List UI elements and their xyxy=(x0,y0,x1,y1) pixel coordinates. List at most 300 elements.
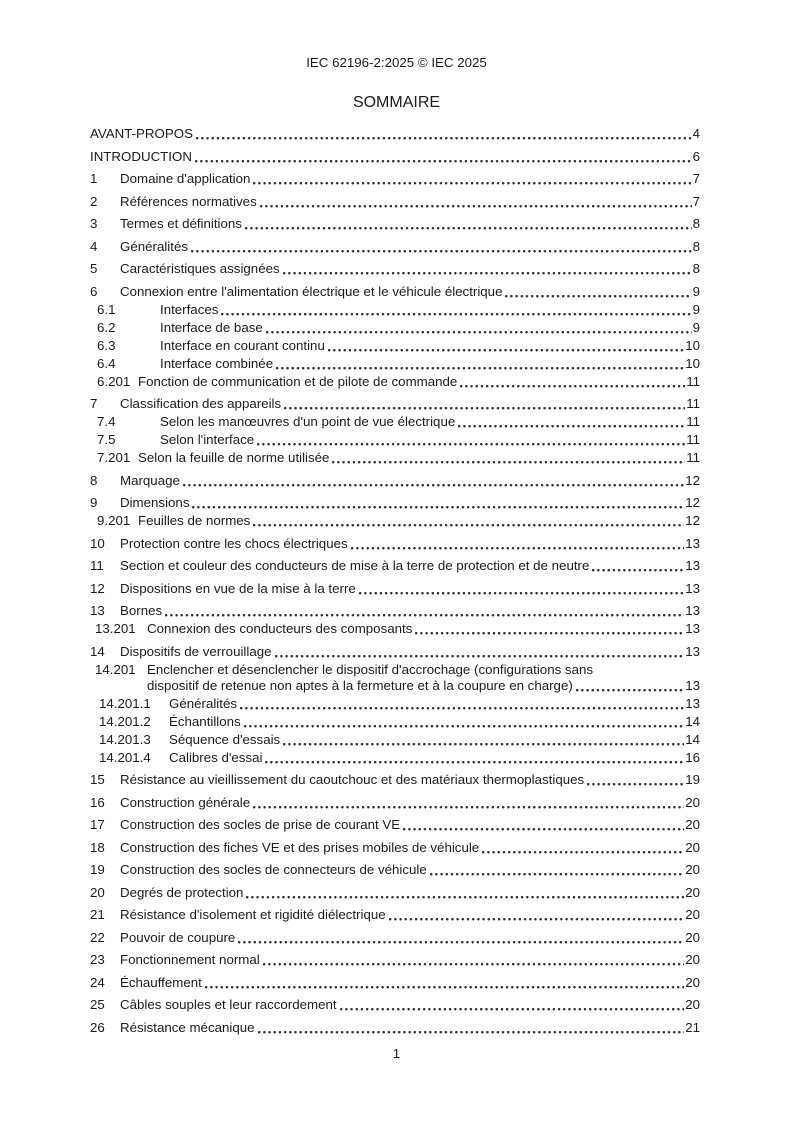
toc-entry-body xyxy=(90,126,700,142)
toc-entry-body xyxy=(120,261,700,277)
toc-entry-number: 6.201 xyxy=(97,373,131,389)
toc-entry[interactable] xyxy=(90,952,700,968)
toc-entry-line xyxy=(120,239,700,255)
toc-entry-page: 12 xyxy=(685,472,700,488)
toc-entry-page: 4 xyxy=(692,126,700,141)
toc-entry-body xyxy=(120,239,700,255)
toc-entry-line xyxy=(169,732,700,748)
toc-entry-line xyxy=(120,952,700,968)
toc-entry-title: Degrés de protection xyxy=(120,884,244,900)
toc-entry[interactable] xyxy=(90,714,700,730)
dot-leader xyxy=(196,135,692,140)
toc-entry-page: 20 xyxy=(685,884,700,900)
toc-entry-number: 9 xyxy=(90,495,98,510)
toc-entry-number: 25 xyxy=(90,997,105,1012)
toc-entry-number: 13.201 xyxy=(95,621,136,636)
toc-entry-number: 18 xyxy=(90,839,105,855)
toc-entry-title: Construction des socles de prise de courant VE xyxy=(120,817,401,832)
toc-entry-page: 11 xyxy=(686,396,700,411)
toc-entry-number: 21 xyxy=(90,907,105,922)
toc-entry-line xyxy=(147,678,700,694)
toc-entry-title: Interface combinée xyxy=(160,355,274,371)
toc-entry-page: 13 xyxy=(685,603,700,618)
toc-entry-number: 7.201 xyxy=(97,450,131,465)
toc-entry-title: Termes et définitions xyxy=(120,216,242,231)
toc-entry-title: INTRODUCTION xyxy=(90,148,192,164)
toc-entry-number: 6 xyxy=(90,283,98,299)
toc-entry-body xyxy=(169,714,700,730)
toc-entry-body xyxy=(120,997,700,1013)
toc-entry-number: 11 xyxy=(90,558,104,573)
dot-leader xyxy=(257,441,685,446)
toc-entry-line xyxy=(138,513,700,529)
toc-entry-body xyxy=(90,149,700,165)
toc-entry-number: 22 xyxy=(90,929,105,945)
toc-entry-line xyxy=(160,414,700,430)
toc-entry-body xyxy=(120,284,700,300)
toc-entry-line xyxy=(120,536,700,552)
toc-entry[interactable] xyxy=(90,930,700,946)
dot-leader xyxy=(482,849,684,854)
toc-entry-line xyxy=(120,581,700,597)
toc-entry-body xyxy=(169,696,700,712)
toc-entry-page: 13 xyxy=(685,535,700,551)
toc-entry-page: 21 xyxy=(685,1019,700,1035)
toc-entry-body xyxy=(120,862,700,878)
toc-entry-line xyxy=(120,284,700,300)
toc-entry-body xyxy=(138,513,700,529)
dot-leader xyxy=(221,311,691,316)
toc-entry-title: Construction générale xyxy=(120,794,251,810)
toc-entry[interactable] xyxy=(90,284,700,300)
toc-entry-title: Références normatives xyxy=(120,193,257,209)
dot-leader xyxy=(592,567,684,572)
toc-entry-body xyxy=(120,558,700,574)
toc-entry[interactable] xyxy=(90,374,700,390)
dot-leader xyxy=(430,871,684,876)
toc-entry-page: 13 xyxy=(685,695,700,711)
toc-entry-title: Fonction de communication et de pilote de commande xyxy=(138,373,458,389)
toc-entry-line xyxy=(169,696,700,712)
dot-leader xyxy=(192,504,684,509)
toc-entry-page: 13 xyxy=(685,558,700,573)
toc-entry-body xyxy=(120,536,700,552)
toc-entry-page: 9 xyxy=(692,301,700,317)
toc-entry-number: 24 xyxy=(90,974,105,990)
toc-entry-page: 12 xyxy=(685,513,700,528)
toc-entry-line xyxy=(120,396,700,412)
toc-entry-line xyxy=(160,356,700,372)
toc-entry[interactable] xyxy=(90,795,700,811)
toc-entry-line xyxy=(160,432,700,448)
toc-entry[interactable] xyxy=(90,732,700,748)
toc-entry-number: 4 xyxy=(90,238,98,254)
toc-entry[interactable] xyxy=(90,432,700,448)
toc-entry-title: Caractéristiques assignées xyxy=(120,261,280,276)
toc-entry-page: 11 xyxy=(686,373,700,389)
toc-entry-body xyxy=(120,772,700,788)
toc-entry[interactable] xyxy=(90,536,700,552)
toc-entry-page: 20 xyxy=(685,839,700,855)
toc-entry[interactable] xyxy=(90,261,700,277)
toc-entry-number: 20 xyxy=(90,884,105,900)
toc-entry-page: 20 xyxy=(685,952,700,967)
toc-entry-body xyxy=(169,750,700,766)
dot-leader xyxy=(258,1029,685,1034)
toc-entry-line xyxy=(90,126,700,142)
toc-entry[interactable] xyxy=(90,473,700,489)
toc-entry-line xyxy=(120,603,700,619)
toc-entry-line xyxy=(169,750,700,766)
toc-entry-body xyxy=(147,662,700,694)
toc-entry-page: 13 xyxy=(685,643,700,659)
toc-entry-title: Interfaces xyxy=(160,301,219,317)
dot-leader xyxy=(266,329,692,334)
toc-entry-number: 14.201.1 xyxy=(99,695,151,711)
toc-entry-page: 20 xyxy=(685,929,700,945)
toc-entry-body xyxy=(147,621,700,637)
toc-entry-title: Résistance au vieillissement du caoutchouc et des matériaux thermoplastiques xyxy=(120,772,585,787)
toc-entry-page: 9 xyxy=(692,319,700,335)
toc-entry[interactable] xyxy=(90,356,700,372)
toc-entry[interactable] xyxy=(90,171,700,187)
toc-entry-title: dispositif de retenue non aptes à la fermeture et à la coupure en charge) xyxy=(147,677,573,693)
toc-entry-title: Section et couleur des conducteurs de mise à la terre de protection et de neutre xyxy=(120,558,590,573)
toc-entry-body xyxy=(120,581,700,597)
dot-leader xyxy=(253,522,684,527)
toc-entry-number: 14.201 xyxy=(95,661,136,677)
toc-entry-line xyxy=(120,495,700,511)
toc-entry-line xyxy=(120,772,700,788)
toc-entry-line xyxy=(120,1020,700,1036)
toc-entry-page: 8 xyxy=(692,238,700,254)
toc-entry-title: Domaine d'application xyxy=(120,171,251,186)
toc-entry-page: 20 xyxy=(685,817,700,832)
toc-entry-number: 6.2 xyxy=(97,319,116,335)
toc-entry-title: Séquence d'essais xyxy=(169,731,281,747)
toc-entry[interactable] xyxy=(90,662,700,694)
toc-entry-body xyxy=(160,356,700,372)
toc-entry-page: 20 xyxy=(685,974,700,990)
toc-entry-body xyxy=(120,171,700,187)
toc-entry[interactable] xyxy=(90,396,700,412)
toc-entry-body xyxy=(138,450,700,466)
dot-leader xyxy=(283,270,692,275)
dot-leader xyxy=(328,347,684,352)
toc-entry-line xyxy=(160,302,700,318)
toc-entry-body xyxy=(120,952,700,968)
toc-entry-number: 9.201 xyxy=(97,513,131,528)
page-number-footer: 1 xyxy=(392,1046,401,1061)
toc-entry-body xyxy=(120,396,700,412)
toc-entry-page: 7 xyxy=(692,171,700,186)
toc-entry[interactable] xyxy=(90,149,700,165)
toc-entry-title: Protection contre les chocs électriques xyxy=(120,535,348,551)
dot-leader xyxy=(195,158,692,163)
toc-entry[interactable] xyxy=(90,216,700,232)
toc-entry[interactable] xyxy=(90,750,700,766)
dot-leader xyxy=(165,612,684,617)
toc-entry[interactable] xyxy=(90,338,700,354)
toc-entry-number: 26 xyxy=(90,1019,105,1035)
toc-entry-line xyxy=(160,320,700,336)
toc-entry-number: 7.4 xyxy=(97,414,116,429)
toc-entry-number: 7 xyxy=(90,396,98,411)
toc-heading: SOMMAIRE xyxy=(352,94,441,111)
toc-list xyxy=(90,126,700,1036)
toc-entry-page: 19 xyxy=(685,772,700,787)
toc-entry-line xyxy=(147,662,700,678)
toc-entry[interactable] xyxy=(90,840,700,856)
dot-leader xyxy=(244,723,685,728)
toc-entry-title: Résistance mécanique xyxy=(120,1019,255,1035)
toc-entry[interactable] xyxy=(90,450,700,466)
toc-entry[interactable] xyxy=(90,495,700,511)
toc-entry[interactable] xyxy=(90,696,700,712)
toc-entry[interactable] xyxy=(90,239,700,255)
toc-entry-page: 7 xyxy=(692,193,700,209)
dot-leader xyxy=(240,705,684,710)
toc-entry-line xyxy=(120,194,700,210)
toc-entry-title: Dispositions en vue de la mise à la terre xyxy=(120,580,356,596)
toc-entry-number: 6.4 xyxy=(97,355,116,371)
toc-entry-line xyxy=(120,171,700,187)
toc-entry-line xyxy=(138,450,700,466)
toc-entry-line xyxy=(120,216,700,232)
toc-entry-line xyxy=(120,817,700,833)
dot-leader xyxy=(183,482,684,487)
toc-entry-body xyxy=(138,374,700,390)
toc-entry-body xyxy=(120,603,700,619)
toc-entry-page: 20 xyxy=(685,794,700,810)
toc-entry-title: Échantillons xyxy=(169,713,241,729)
toc-entry-page: 14 xyxy=(685,731,700,747)
toc-entry-body xyxy=(120,795,700,811)
toc-entry-page: 13 xyxy=(685,677,700,693)
toc-entry-page: 12 xyxy=(685,495,700,510)
toc-entry-line xyxy=(147,621,700,637)
toc-entry[interactable] xyxy=(90,621,700,637)
toc-entry-line xyxy=(120,644,700,660)
toc-entry-title: Selon les manœuvres d'un point de vue électrique xyxy=(160,414,456,429)
toc-entry-body xyxy=(160,432,700,448)
toc-entry-line xyxy=(120,907,700,923)
toc-entry[interactable] xyxy=(90,817,700,833)
toc-entry-number: 6.1 xyxy=(97,301,116,317)
toc-entry-number: 6.3 xyxy=(97,337,116,353)
toc-entry-number: 16 xyxy=(90,794,105,810)
toc-entry-page: 11 xyxy=(686,432,700,447)
toc-entry[interactable] xyxy=(90,975,700,991)
toc-entry-page: 10 xyxy=(685,337,700,353)
toc-entry-body xyxy=(120,975,700,991)
toc-entry[interactable] xyxy=(90,1020,700,1036)
toc-entry-title: Classification des appareils xyxy=(120,396,282,411)
toc-entry-line xyxy=(120,930,700,946)
toc-entry-page: 10 xyxy=(685,355,700,371)
toc-entry[interactable] xyxy=(90,414,700,430)
toc-entry-number: 23 xyxy=(90,952,105,967)
toc-entry-title: Connexion entre l'alimentation électrique et le véhicule électrique xyxy=(120,283,503,299)
dot-leader xyxy=(191,248,692,253)
toc-entry-title: Pouvoir de coupure xyxy=(120,929,236,945)
toc-entry-line xyxy=(169,714,700,730)
toc-entry-line xyxy=(120,885,700,901)
toc-entry-page: 20 xyxy=(685,997,700,1012)
toc-entry-title: Résistance d'isolement et rigidité diélectrique xyxy=(120,907,386,922)
toc-entry-page: 6 xyxy=(692,148,700,164)
dot-leader xyxy=(238,939,684,944)
toc-entry-number: 14 xyxy=(90,643,105,659)
toc-entry-body xyxy=(120,473,700,489)
toc-entry-page: 16 xyxy=(685,749,700,765)
toc-entry-line xyxy=(120,795,700,811)
toc-entry-line xyxy=(120,862,700,878)
toc-entry-body xyxy=(120,840,700,856)
toc-entry-number: 14.201.4 xyxy=(99,749,151,765)
toc-entry-number: 8 xyxy=(90,472,98,488)
toc-entry-title: Connexion des conducteurs des composants xyxy=(147,621,413,636)
toc-entry[interactable] xyxy=(90,907,700,923)
toc-entry[interactable] xyxy=(90,885,700,901)
dot-leader xyxy=(284,405,685,410)
dot-leader xyxy=(263,961,685,966)
toc-entry-number: 19 xyxy=(90,862,105,877)
dot-leader xyxy=(245,225,692,230)
dot-leader xyxy=(260,203,692,208)
dot-leader xyxy=(265,759,684,764)
toc-entry[interactable] xyxy=(90,513,700,529)
dot-leader xyxy=(359,590,684,595)
toc-entry[interactable] xyxy=(90,558,700,574)
toc-entry-title: Câbles souples et leur raccordement xyxy=(120,997,337,1012)
toc-entry-title: Feuilles de normes xyxy=(138,513,251,528)
toc-entry-title: Construction des fiches VE et des prises mobiles de véhicule xyxy=(120,839,480,855)
toc-entry-body xyxy=(160,414,700,430)
dot-leader xyxy=(332,459,685,464)
toc-entry-title: Bornes xyxy=(120,603,163,618)
toc-entry[interactable] xyxy=(90,126,700,142)
toc-entry-body xyxy=(120,216,700,232)
toc-entry-title: Marquage xyxy=(120,472,180,488)
toc-entry-line xyxy=(120,558,700,574)
toc-entry-title: AVANT-PROPOS xyxy=(90,126,193,141)
toc-entry-title: Interface de base xyxy=(160,319,263,335)
toc-entry-page: 20 xyxy=(685,907,700,922)
toc-entry[interactable] xyxy=(90,194,700,210)
toc-entry-line xyxy=(120,261,700,277)
toc-entry-number: 15 xyxy=(90,772,105,787)
toc-entry-page: 9 xyxy=(692,283,700,299)
dot-leader xyxy=(205,984,684,989)
toc-entry-page: 8 xyxy=(692,216,700,231)
toc-entry-number: 12 xyxy=(90,580,105,596)
dot-leader xyxy=(458,423,685,428)
toc-entry-title: Selon l'interface xyxy=(160,432,255,447)
toc-entry-page: 8 xyxy=(692,261,700,276)
toc-entry-body xyxy=(160,320,700,336)
toc-entry-body xyxy=(120,495,700,511)
toc-entry[interactable] xyxy=(90,862,700,878)
dot-leader xyxy=(389,916,685,921)
toc-entry-number: 13 xyxy=(90,603,105,618)
toc-entry-title: Généralités xyxy=(169,695,237,711)
toc-entry[interactable] xyxy=(90,320,700,336)
dot-leader xyxy=(505,293,691,298)
dot-leader xyxy=(246,894,684,899)
toc-entry[interactable] xyxy=(90,772,700,788)
dot-leader xyxy=(340,1006,685,1011)
toc-entry-page: 13 xyxy=(685,621,700,636)
toc-entry-body xyxy=(169,732,700,748)
dot-leader xyxy=(415,630,684,635)
toc-entry-body xyxy=(120,1020,700,1036)
toc-entry-page: 13 xyxy=(685,580,700,596)
toc-entry-title: Dispositifs de verrouillage xyxy=(120,643,272,659)
toc-entry-body xyxy=(120,644,700,660)
toc-entry-title: Selon la feuille de norme utilisée xyxy=(138,450,330,465)
toc-entry-title: Calibres d'essai xyxy=(169,749,263,765)
dot-leader xyxy=(276,365,684,370)
toc-entry-line xyxy=(120,997,700,1013)
toc-entry-title: Construction des socles de connecteurs de véhicule xyxy=(120,862,427,877)
dot-leader xyxy=(283,741,684,746)
dot-leader xyxy=(253,804,684,809)
toc-entry-page: 14 xyxy=(685,713,700,729)
toc-entry-number: 17 xyxy=(90,817,105,832)
toc-entry-number: 14.201.2 xyxy=(99,713,151,729)
toc-entry-line xyxy=(120,473,700,489)
dot-leader xyxy=(576,687,684,692)
toc-entry-number: 5 xyxy=(90,261,98,276)
toc-entry-number: 10 xyxy=(90,535,105,551)
toc-entry[interactable] xyxy=(90,302,700,318)
dot-leader xyxy=(587,781,684,786)
toc-entry-body xyxy=(120,194,700,210)
dot-leader xyxy=(275,653,685,658)
toc-entry-title: Enclencher et désenclencher le dispositif d'accrochage (configurations sans xyxy=(147,661,594,677)
toc-entry-body xyxy=(160,338,700,354)
toc-entry-line xyxy=(120,840,700,856)
toc-entry[interactable] xyxy=(90,997,700,1013)
toc-entry-number: 3 xyxy=(90,216,98,231)
toc-entry-line xyxy=(120,975,700,991)
toc-entry-number: 1 xyxy=(90,171,98,186)
toc-entry-body xyxy=(120,817,700,833)
dot-leader xyxy=(351,545,685,550)
dot-leader xyxy=(403,826,684,831)
toc-entry-title: Dimensions xyxy=(120,495,190,510)
toc-entry[interactable] xyxy=(90,644,700,660)
toc-entry-page: 11 xyxy=(686,450,700,465)
dot-leader xyxy=(460,383,685,388)
toc-entry[interactable] xyxy=(90,581,700,597)
toc-entry-body xyxy=(160,302,700,318)
toc-entry[interactable] xyxy=(90,603,700,619)
toc-entry-title: Fonctionnement normal xyxy=(120,952,260,967)
toc-entry-title: Généralités xyxy=(120,238,188,254)
toc-entry-body xyxy=(120,907,700,923)
document-header: IEC 62196-2:2025 © IEC 2025 xyxy=(306,55,487,70)
dot-leader xyxy=(253,180,691,185)
toc-entry-line xyxy=(90,149,700,165)
toc-entry-number: 14.201.3 xyxy=(99,731,151,747)
toc-entry-body xyxy=(120,885,700,901)
toc-entry-page: 20 xyxy=(685,862,700,877)
toc-entry-line xyxy=(160,338,700,354)
toc-entry-number: 7.5 xyxy=(97,432,116,447)
toc-entry-page: 11 xyxy=(686,414,700,429)
